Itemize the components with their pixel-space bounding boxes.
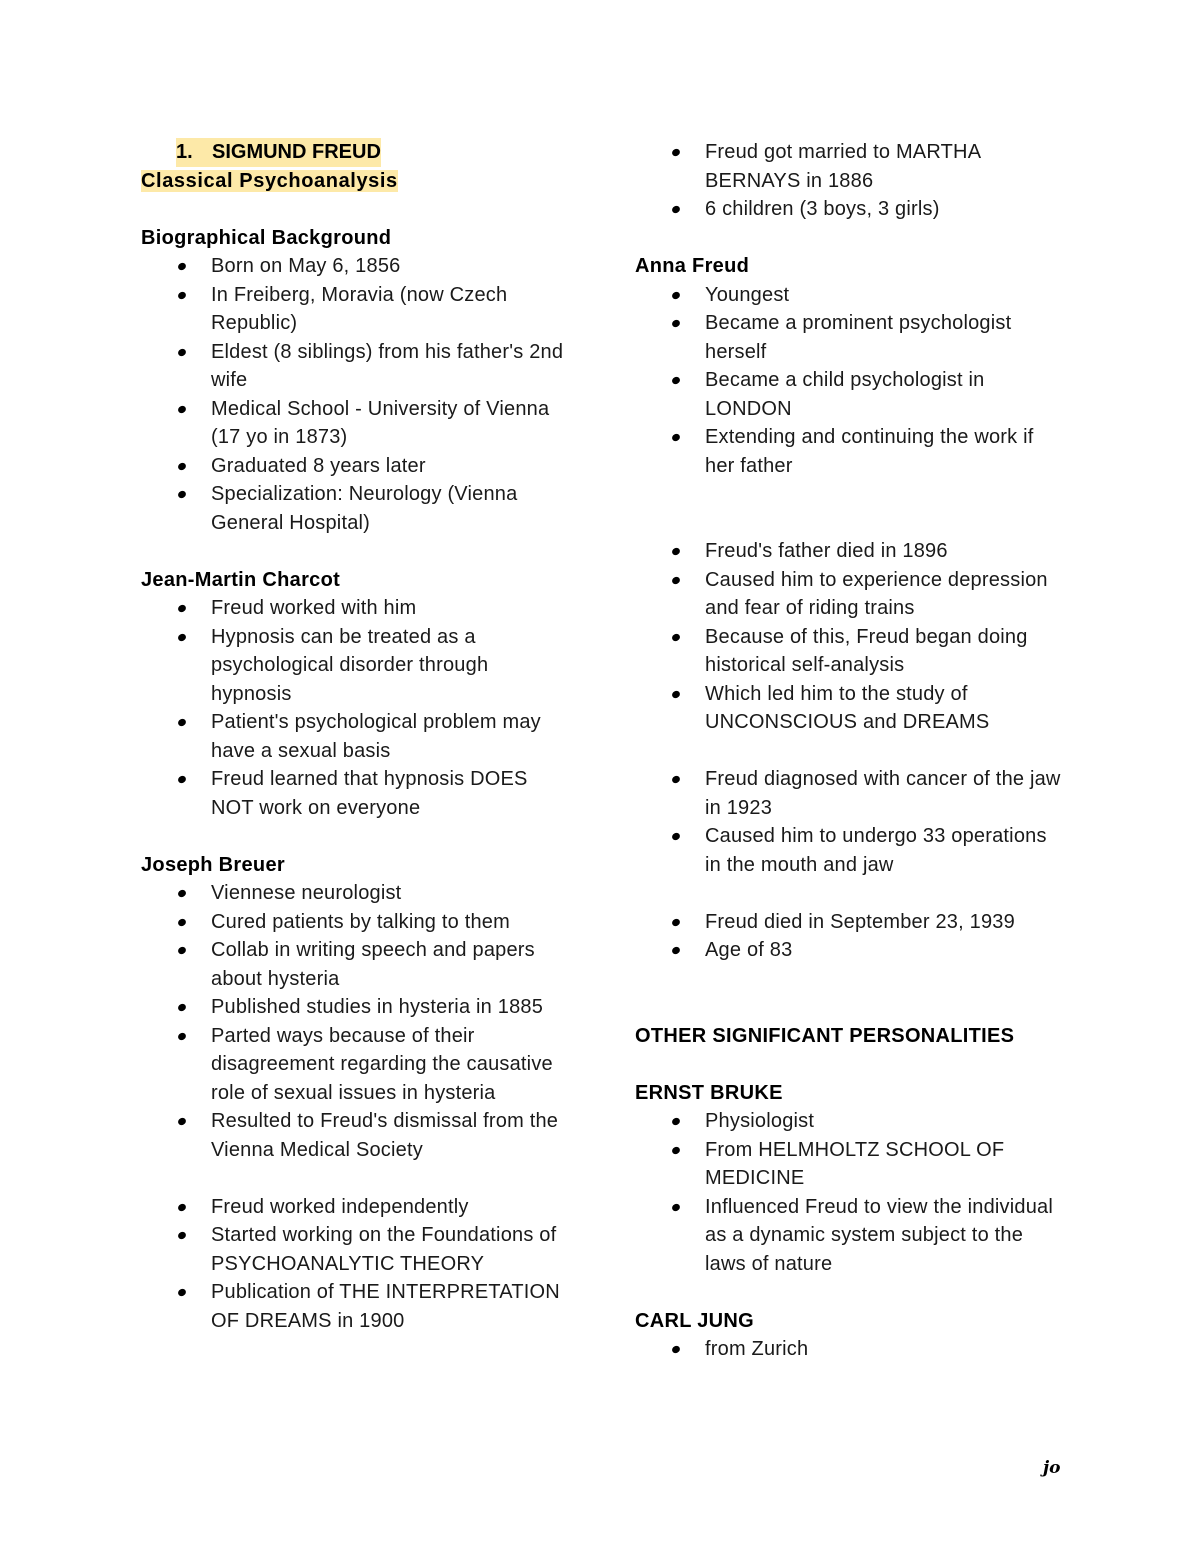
list-breuer <box>141 879 571 1164</box>
list-item: Caused him to experience depression and fear of riding trains <box>635 566 1065 623</box>
section-title-carl: CARL JUNG <box>635 1309 755 1332</box>
list-item: Physiologist <box>635 1107 1065 1136</box>
section-title-anna: Anna Freud <box>635 255 750 277</box>
section-title-biographical: Biographical Background <box>141 226 392 249</box>
list-marriage <box>635 138 1065 224</box>
list-item: Became a child psychologist in LONDON <box>635 366 1065 423</box>
section-title-breuer: Joseph Breuer <box>141 853 285 876</box>
list-death <box>635 908 1065 965</box>
list-item: Freud worked independently <box>141 1193 571 1222</box>
list-item: Viennese neurologist <box>141 879 571 908</box>
list-item: Started working on the Foundations of PSYCHOANALYTIC THEORY <box>141 1221 571 1278</box>
list-item: Influenced Freud to view the individual as a dynamic system subject to the laws of nature <box>635 1193 1065 1279</box>
list-cancer <box>635 765 1065 879</box>
signature-mark: jo <box>1043 1458 1061 1478</box>
list-item: Parted ways because of their disagreement regarding the causative role of sexual issues in hysteria <box>141 1022 571 1108</box>
list-item: 6 children (3 boys, 3 girls) <box>635 195 1065 224</box>
list-item: Freud's father died in 1896 <box>635 537 1065 566</box>
list-item: Resulted to Freud's dismissal from the Vienna Medical Society <box>141 1107 571 1164</box>
list-item: In Freiberg, Moravia (now Czech Republic) <box>141 281 571 338</box>
main-heading <box>141 138 571 167</box>
list-breuer-continued <box>141 1193 571 1336</box>
list-carl <box>635 1335 1065 1364</box>
list-item: Freud died in September 23, 1939 <box>635 908 1065 937</box>
list-biographical <box>141 252 571 537</box>
list-item: Collab in writing speech and papers about hysteria <box>141 936 571 993</box>
list-father-death <box>635 537 1065 737</box>
list-item: From HELMHOLTZ SCHOOL OF MEDICINE <box>635 1136 1065 1193</box>
list-ernst <box>635 1107 1065 1278</box>
section-title-ernst: ERNST BRUKE <box>635 1081 783 1104</box>
list-item: Freud worked with him <box>141 594 571 623</box>
list-item: Age of 83 <box>635 936 1065 965</box>
list-item: Youngest <box>635 281 1065 310</box>
subtitle: Classical Psychoanalysis <box>141 169 398 192</box>
heading-number: 1. <box>176 138 212 167</box>
section-title-charcot: Jean-Martin Charcot <box>141 568 341 591</box>
list-item: Specialization: Neurology (Vienna General Hospital) <box>141 480 571 537</box>
heading-title: SIGMUND FREUD <box>212 138 381 167</box>
list-item: Born on May 6, 1856 <box>141 252 571 281</box>
list-charcot <box>141 594 571 822</box>
left-column <box>141 138 571 1335</box>
list-item: Cured patients by talking to them <box>141 908 571 937</box>
list-item: Patient's psychological problem may have a sexual basis <box>141 708 571 765</box>
right-column <box>635 138 1065 1364</box>
list-item: Which led him to the study of UNCONSCIOUS and DREAMS <box>635 680 1065 737</box>
list-item: Freud learned that hypnosis DOES NOT work on everyone <box>141 765 571 822</box>
list-item: Publication of THE INTERPRETATION OF DREAMS in 1900 <box>141 1278 571 1335</box>
list-item: Eldest (8 siblings) from his father's 2nd wife <box>141 338 571 395</box>
list-item: Caused him to undergo 33 operations in the mouth and jaw <box>635 822 1065 879</box>
list-item: from Zurich <box>635 1335 1065 1364</box>
list-item: Freud got married to MARTHA BERNAYS in 1886 <box>635 138 1065 195</box>
list-item: Because of this, Freud began doing historical self-analysis <box>635 623 1065 680</box>
list-item: Extending and continuing the work if her father <box>635 423 1065 480</box>
list-item: Freud diagnosed with cancer of the jaw in 1923 <box>635 765 1065 822</box>
list-item: Became a prominent psychologist herself <box>635 309 1065 366</box>
list-anna <box>635 281 1065 481</box>
section-title-other: OTHER SIGNIFICANT PERSONALITIES <box>635 1024 1015 1047</box>
list-item: Hypnosis can be treated as a psychological disorder through hypnosis <box>141 623 571 709</box>
list-item: Published studies in hysteria in 1885 <box>141 993 571 1022</box>
list-item: Graduated 8 years later <box>141 452 571 481</box>
list-item: Medical School - University of Vienna (17 yo in 1873) <box>141 395 571 452</box>
